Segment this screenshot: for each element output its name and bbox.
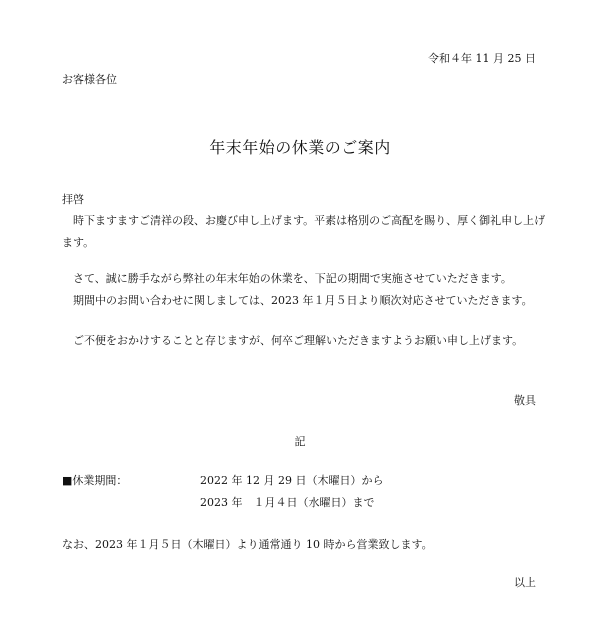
end-mark: 以上 [514,576,536,589]
closing-phrase: 敬具 [514,394,536,407]
opening-greeting: 拝啓 [62,193,84,206]
body-paragraph: 時下ますますご清祥の段、お慶び申し上げます。平素は格別のご高配を賜り、厚く御礼申し上げます。 [62,214,546,249]
document-date: 令和４年 11 月 25 日 [428,52,536,65]
body-paragraph: 期間中のお問い合わせに関しましては、2023 年１月５日より順次対応させていただきます。 [73,294,533,307]
holiday-period-start: 2022 年 12 月 29 日（木曜日）から [200,474,384,487]
document-title: 年末年始の休業のご案内 [209,138,391,157]
holiday-period-end: 2023 年 １月４日（水曜日）まで [200,496,375,509]
business-resume-note: なお、2023 年１月５日（木曜日）より通常通り 10 時から営業致します。 [62,538,433,551]
notice-heading: 記 [294,435,306,448]
recipient: お客様各位 [62,73,117,86]
holiday-period-label: ■休業期間： [62,474,128,487]
body-paragraph: ご不便をおかけすることと存じますが、何卒ご理解いただきますようお願い申し上げます。 [73,334,524,347]
body-paragraph: さて、誠に勝手ながら弊社の年末年始の休業を、下記の期間で実施させていただきます。 [73,272,512,285]
